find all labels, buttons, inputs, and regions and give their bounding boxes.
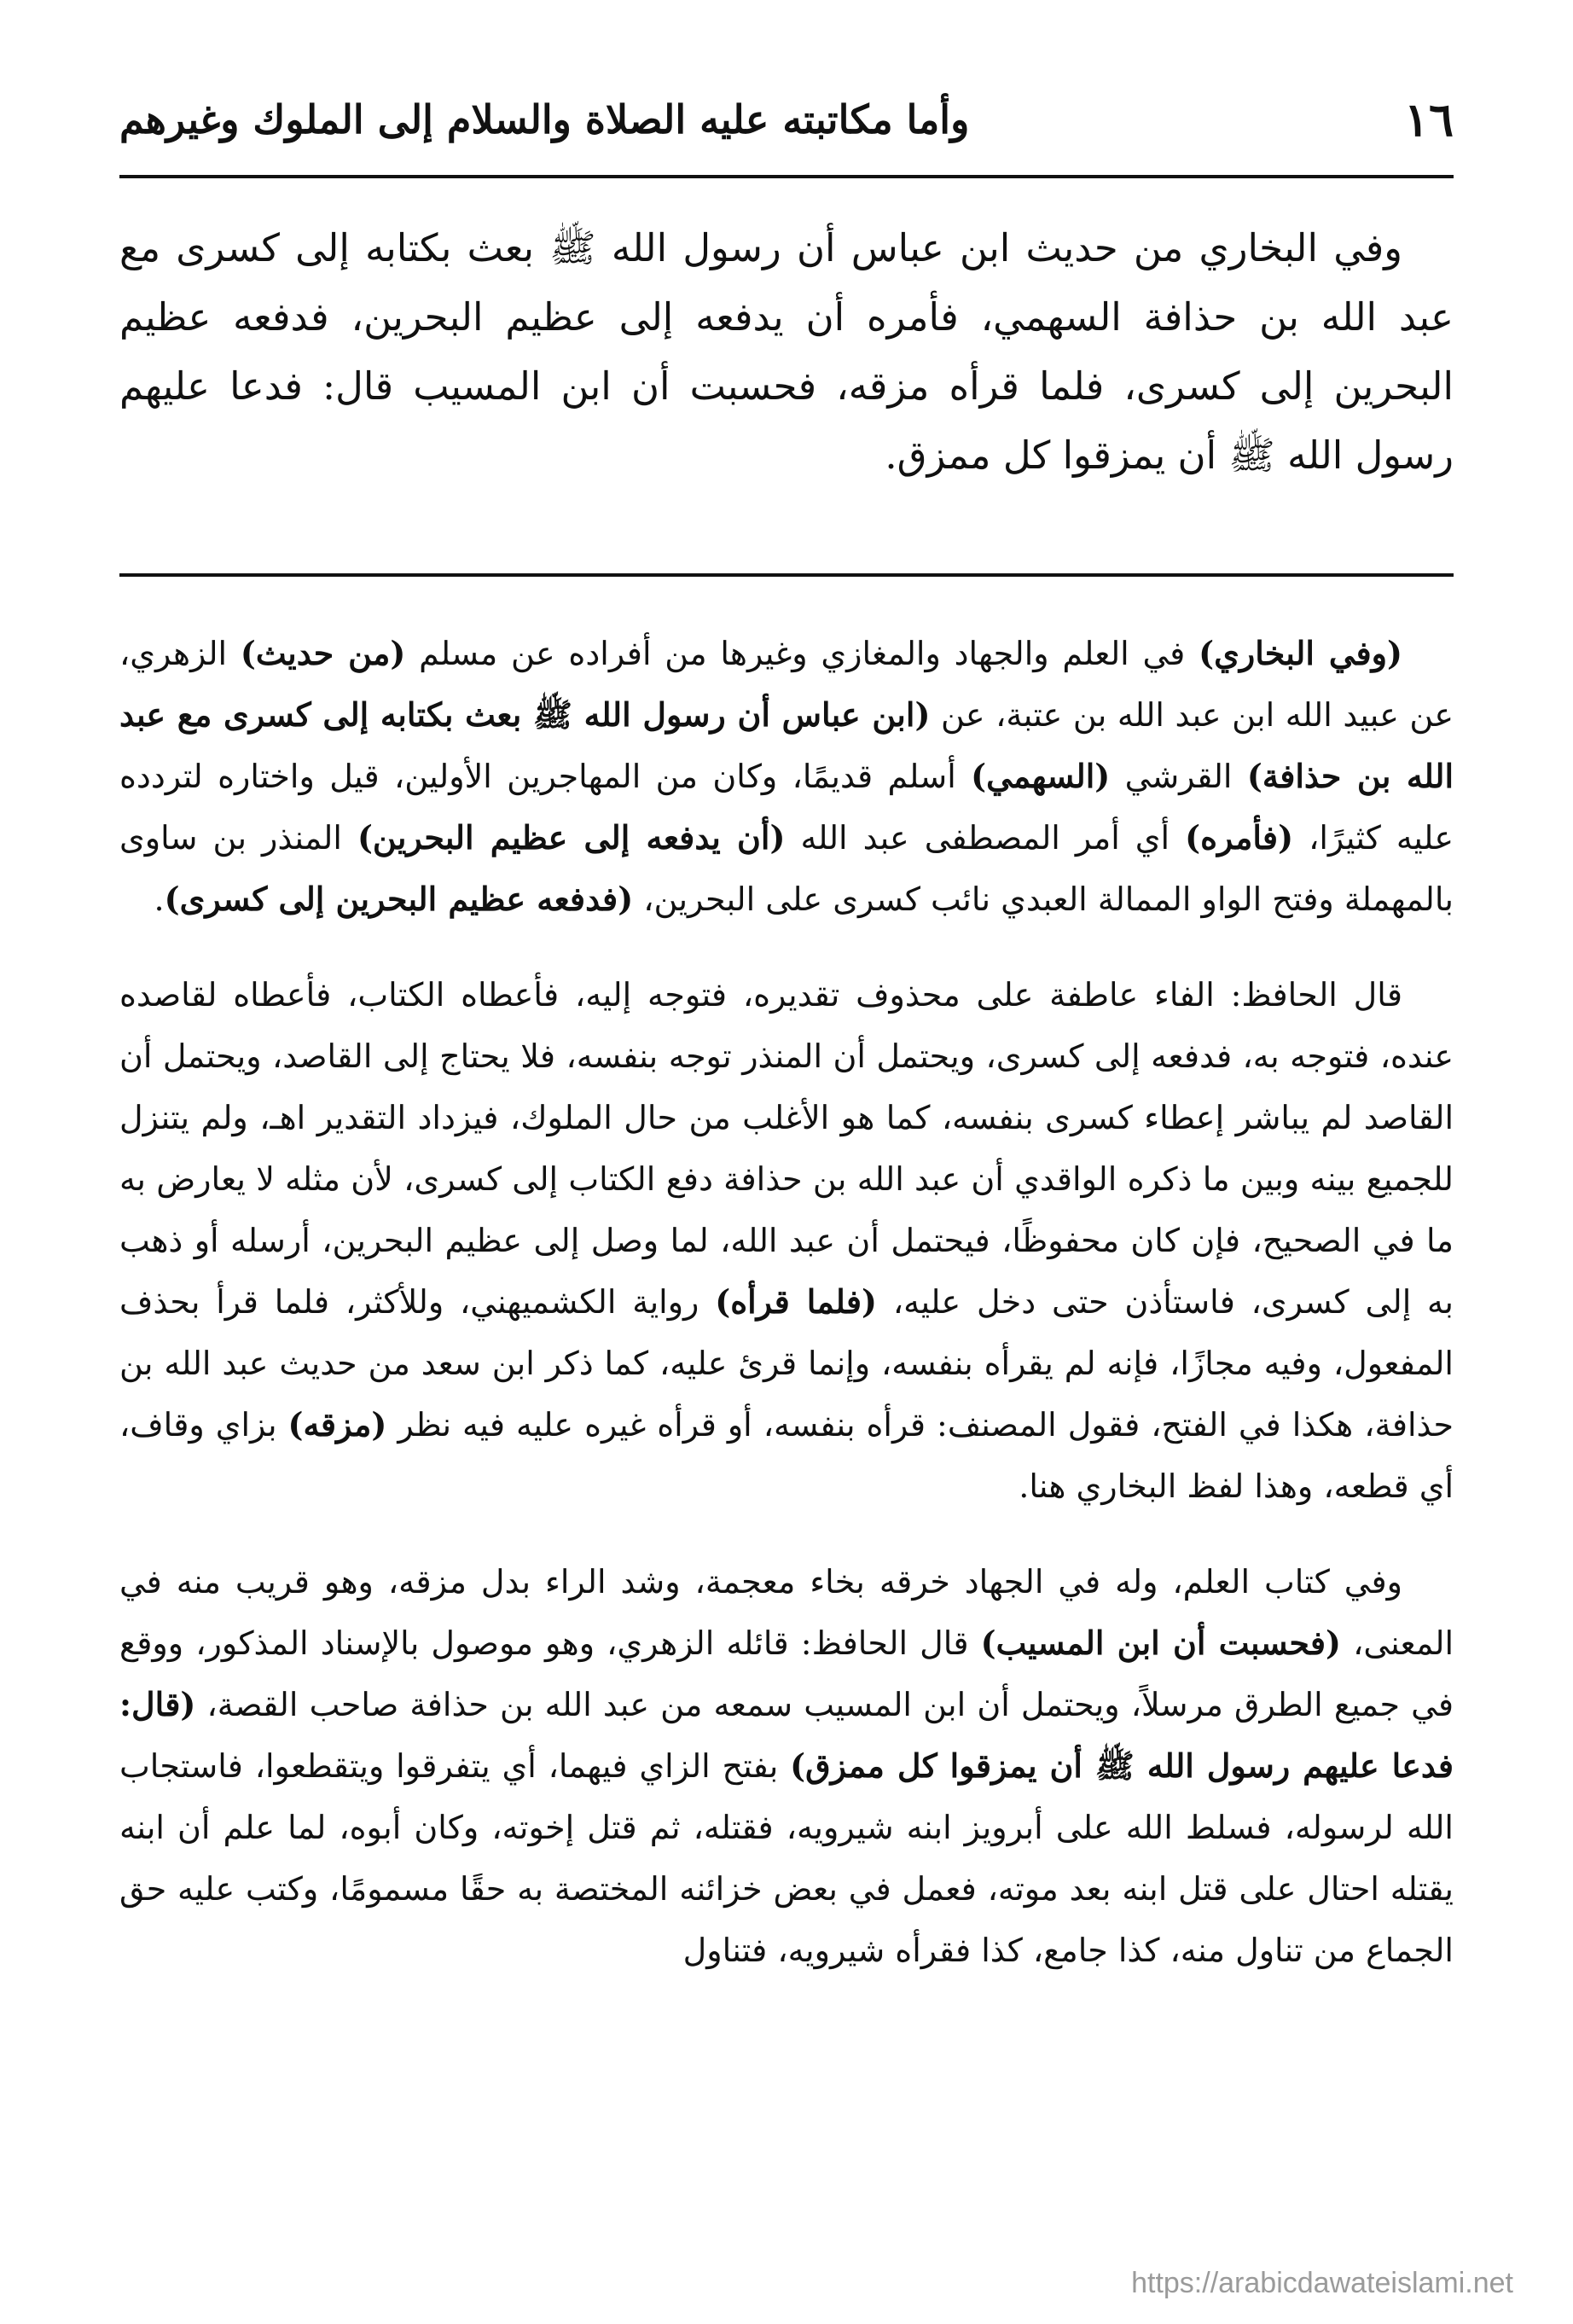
main-text-paragraph: وفي البخاري من حديث ابن عباس أن رسول الله ﷺ بعث بكتابه إلى كسرى مع عبد الله بن حذافة السهمي، فأمره أن يدفعه إلى عظيم البحرين، فدفعه عظيم البحرين إلى كسرى، فلما قرأه مزقه، فحسبت أن ابن المسيب قال: فدعا عليهم رسول الله ﷺ أن يمزقوا كل ممزق. bbox=[119, 225, 1454, 478]
commentary-text: قال الحافظ: قائله الزهري، وهو موصول بالإسناد المذكور، ووقع في جميع الطرق مرسلاً، ويحتمل أن ابن المسيب سمعه من عبد الله بن حذافة صاحب القصة، bbox=[119, 1624, 1454, 1723]
commentary-paragraph-1 bbox=[119, 623, 1454, 930]
commentary-paragraph-2 bbox=[119, 964, 1454, 1517]
source-watermark: https://arabicdawateislami.net bbox=[1131, 2267, 1513, 2299]
main-text bbox=[119, 213, 1454, 490]
quoted-phrase: (فحسبت أن ابن المسيب) bbox=[980, 1624, 1342, 1662]
running-title: وأما مكاتبته عليه الصلاة والسلام إلى الملوك وغيرهم bbox=[119, 96, 970, 142]
quoted-phrase: (فدفعه عظيم البحرين إلى كسرى) bbox=[164, 880, 634, 918]
commentary-text: أي أمر المصطفى عبد الله bbox=[785, 819, 1186, 857]
commentary-text: في العلم والجهاد والمغازي وغيرها من أفراده عن مسلم bbox=[405, 635, 1199, 672]
quoted-phrase: (أن يدفعه إلى عظيم البحرين) bbox=[357, 818, 786, 857]
commentary-text: وفي كتاب العلم، وله في الجهاد خرقه بخاء معجمة، وشد الراء بدل مزقه، وهو قريب منه في المعنى، bbox=[119, 1563, 1454, 1662]
quoted-phrase: (فأمره) bbox=[1185, 818, 1294, 857]
commentary-text: الزهري، عن عبيد الله ابن عبد الله بن عتبة، عن bbox=[119, 635, 1454, 734]
header-rule bbox=[119, 175, 1454, 178]
quoted-phrase: (فلما قرأه) bbox=[715, 1282, 878, 1321]
commentary bbox=[119, 623, 1454, 2015]
page-header bbox=[119, 90, 1454, 149]
page-number: ١٦ bbox=[1403, 92, 1454, 147]
commentary-text: . bbox=[154, 880, 165, 918]
commentary-text: بفتح الزاي فيهما، أي يتفرقوا ويتقطعوا، فاستجاب الله لرسوله، فسلط الله على أبرويز ابنه شيرويه، فقتله، ثم قتل إخوته، وكان أبوه، لما علم أن ابنه يقتله احتال على قتل ابنه بعد موته، فعمل في بعض خزائنه المختصة به حقًا مسمومًا، وكتب عليه حق الجماع من تناول منه، كذا جامع، كذا فقرأه شيرويه، فتناول bbox=[119, 1747, 1454, 1969]
commentary-text: رواية الكشميهني، وللأكثر، فلما قرأ بحذف المفعول، وفيه مجازًا، فإنه لم يقرأه بنفسه، وإنما قرئ عليه، كما ذكر ابن سعد من حديث عبد الله بن حذافة، هكذا في الفتح، فقول المصنف: قرأه بنفسه، أو قرأه غيره عليه فيه نظر bbox=[119, 1283, 1454, 1444]
commentary-text: قال الحافظ: الفاء عاطفة على محذوف تقديره، فتوجه إليه، فأعطاه الكتاب، فأعطاه لقاصده عنده، فتوجه به، فدفعه إلى كسرى، ويحتمل أن المنذر توجه بنفسه، فلا يحتاج إلى القاصد، ويحتمل أن القاصد لم يباشر إعطاء كسرى بنفسه، كما هو الأغلب من حال الملوك، فيزداد التقدير اهـ، ولم يتنزل للجميع بينه وبين ما ذكره الواقدي أن عبد الله بن حذافة دفع الكتاب إلى كسرى، لأن مثله لا يعارض به ما في الصحيح، فإن كان محفوظًا، فيحتمل أن عبد الله، لما وصل إلى عظيم البحرين، أرسله أو ذهب به إلى كسرى، فاستأذن حتى دخل عليه، bbox=[119, 976, 1454, 1321]
commentary-text: القرشي bbox=[1110, 758, 1247, 795]
quoted-phrase: (ابن عباس أن رسول الله ﷺ بعث بكتابه إلى كسرى مع عبد الله بن حذافة) bbox=[119, 695, 1454, 795]
commentary-text: المنذر بن ساوى بالمهملة وفتح الواو الممالة العبدي نائب كسرى على البحرين، bbox=[119, 819, 1454, 918]
commentary-text: بزاي وقاف، أي قطعه، وهذا لفظ البخاري هنا. bbox=[119, 1406, 1454, 1505]
commentary-separator-rule bbox=[119, 573, 1454, 577]
commentary-text: أسلم قديمًا، وكان من المهاجرين الأولين، قيل واختاره لتردده عليه كثيرًا، bbox=[119, 758, 1454, 857]
quoted-phrase: (مزقه) bbox=[287, 1405, 387, 1444]
quoted-phrase: (من حديث) bbox=[240, 634, 406, 672]
quoted-phrase: (السهمي) bbox=[971, 757, 1111, 795]
quoted-phrase: (وفي البخاري) bbox=[1199, 634, 1402, 672]
quoted-phrase: (قال: فدعا عليهم رسول الله ﷺ أن يمزقوا كل ممزق) bbox=[119, 1685, 1454, 1785]
commentary-paragraph-3 bbox=[119, 1551, 1454, 1981]
